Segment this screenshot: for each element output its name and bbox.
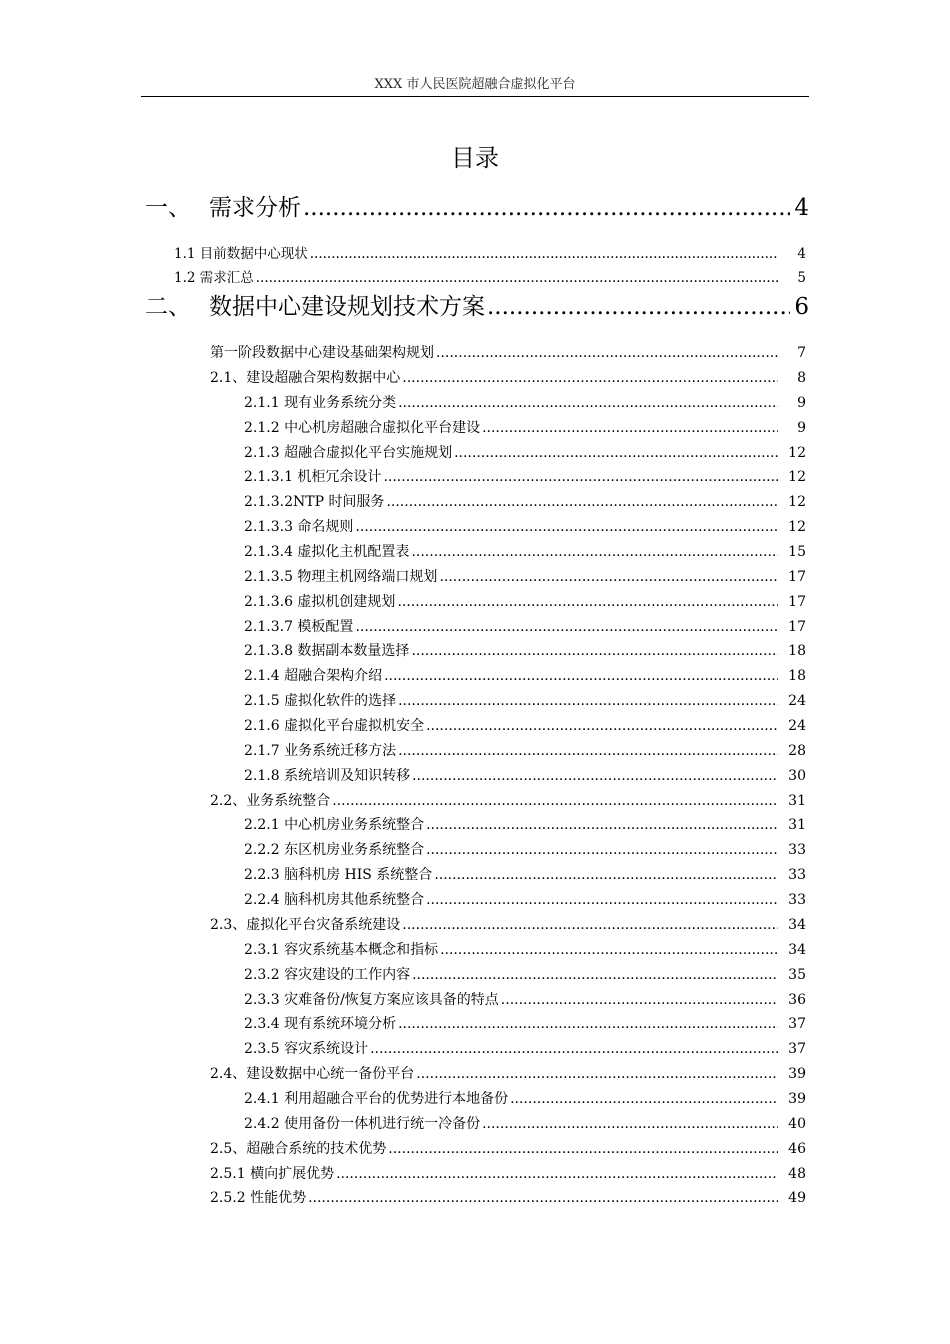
toc-leader-dots bbox=[510, 1089, 778, 1109]
toc-entry[interactable] bbox=[244, 815, 806, 835]
toc-leader-dots bbox=[412, 965, 778, 985]
toc-entry-label: 第一阶段数据中心建设基础架构规划 bbox=[210, 345, 434, 361]
toc-entry-label: 1.2 需求汇总 bbox=[174, 270, 254, 286]
toc-entry-label: 2.3.1 容灾系统基本概念和指标 bbox=[244, 941, 439, 958]
toc-leader-dots bbox=[440, 940, 778, 960]
toc-entry-label bbox=[145, 292, 485, 322]
toc-entry-label: 2.1.3.5 物理主机网络端口规划 bbox=[244, 568, 438, 585]
toc-entry-label: 2.3.4 现有系统环境分析 bbox=[244, 1016, 397, 1033]
toc-entry-label: 2.3.2 容灾建设的工作内容 bbox=[244, 966, 411, 983]
toc-page-number: 33 bbox=[788, 842, 806, 859]
toc-leader-dots bbox=[402, 368, 778, 388]
toc-entry[interactable] bbox=[210, 1164, 806, 1184]
toc-entry-label bbox=[145, 193, 301, 223]
toc-leader-dots bbox=[310, 244, 778, 264]
toc-entry[interactable] bbox=[244, 1014, 806, 1034]
toc-entry[interactable] bbox=[244, 766, 806, 786]
toc-page-number: 34 bbox=[788, 941, 806, 958]
toc-entry-label: 2.2.3 脑科机房 HIS 系统整合 bbox=[244, 867, 433, 884]
toc-entry[interactable] bbox=[244, 865, 806, 885]
toc-entry-label: 2.2.4 脑科机房其他系统整合 bbox=[244, 892, 425, 909]
toc-entry[interactable] bbox=[145, 193, 809, 223]
toc-entry-label: 2.1.1 现有业务系统分类 bbox=[244, 394, 397, 411]
toc-page-number: 31 bbox=[788, 817, 806, 834]
toc-leader-dots bbox=[411, 641, 778, 661]
toc-page-number: 9 bbox=[797, 419, 806, 436]
toc-leader-dots bbox=[303, 193, 790, 223]
toc-page-number: 39 bbox=[788, 1066, 806, 1083]
toc-entry-label: 2.1.3 超融合虚拟化平台实施规划 bbox=[244, 444, 453, 461]
toc-entry[interactable] bbox=[244, 443, 806, 463]
toc-entry[interactable] bbox=[244, 567, 806, 587]
toc-entry[interactable] bbox=[244, 1039, 806, 1059]
toc-entry-label: 2.1、建设超融合架构数据中心 bbox=[210, 370, 401, 386]
toc-page-number: 24 bbox=[788, 718, 806, 735]
toc-entry[interactable] bbox=[174, 244, 806, 264]
toc-page-number: 36 bbox=[788, 991, 806, 1008]
toc-entry-label: 2.1.8 系统培训及知识转移 bbox=[244, 767, 411, 784]
toc-entry[interactable] bbox=[244, 940, 806, 960]
toc-entry[interactable] bbox=[244, 393, 806, 413]
toc-page-number: 8 bbox=[797, 370, 806, 386]
toc-leader-dots bbox=[487, 292, 790, 322]
toc-entry[interactable] bbox=[244, 641, 806, 661]
toc-page-number: 31 bbox=[788, 792, 806, 809]
toc-entry-number: 一、 bbox=[145, 195, 191, 221]
toc-entry-label: 2.4、建设数据中心统一备份平台 bbox=[210, 1066, 415, 1083]
toc-leader-dots bbox=[411, 542, 778, 562]
toc-page-number: 33 bbox=[788, 892, 806, 909]
toc-page-number: 18 bbox=[788, 668, 806, 685]
toc-leader-dots bbox=[384, 666, 778, 686]
toc-page-number: 24 bbox=[788, 693, 806, 710]
toc-page-number: 17 bbox=[788, 593, 806, 610]
toc-leader-dots bbox=[402, 915, 778, 935]
toc-leader-dots bbox=[355, 517, 778, 537]
toc-entry[interactable] bbox=[244, 716, 806, 736]
toc-leader-dots bbox=[501, 990, 778, 1010]
toc-leader-dots bbox=[398, 1014, 778, 1034]
toc-page-number: 15 bbox=[788, 544, 806, 561]
toc-page-number: 33 bbox=[788, 867, 806, 884]
toc-leader-dots bbox=[398, 393, 778, 413]
toc-leader-dots bbox=[454, 443, 778, 463]
toc-page-number: 35 bbox=[788, 966, 806, 983]
toc-entry-label: 2.1.5 虚拟化软件的选择 bbox=[244, 693, 397, 710]
toc-entry[interactable] bbox=[244, 467, 806, 487]
toc-entry-label: 2.1.6 虚拟化平台虚拟机安全 bbox=[244, 718, 425, 735]
toc-leader-dots bbox=[434, 865, 778, 885]
toc-page-number: 12 bbox=[788, 469, 806, 486]
toc-leader-dots bbox=[398, 741, 778, 761]
toc-entry[interactable] bbox=[244, 1114, 806, 1134]
toc-entry-label: 2.5、超融合系统的技术优势 bbox=[210, 1140, 387, 1157]
toc-page-number: 34 bbox=[788, 916, 806, 933]
toc-entry[interactable] bbox=[210, 791, 806, 811]
toc-leader-dots bbox=[426, 890, 778, 910]
toc-leader-dots bbox=[482, 418, 778, 438]
toc-page-number: 6 bbox=[794, 294, 809, 320]
toc-entry-label: 2.5.2 性能优势 bbox=[210, 1190, 307, 1207]
toc-entry-label: 2.1.2 中心机房超融合虚拟化平台建设 bbox=[244, 419, 481, 436]
toc-entry-number: 二、 bbox=[145, 294, 191, 320]
toc-entry-label: 2.1.3.1 机柜冗余设计 bbox=[244, 469, 382, 486]
toc-leader-dots bbox=[436, 343, 778, 363]
toc-entry-label: 2.1.3.3 命名规则 bbox=[244, 519, 354, 536]
toc-entry[interactable] bbox=[244, 542, 806, 562]
toc-leader-dots bbox=[439, 567, 778, 587]
toc-leader-dots bbox=[426, 815, 778, 835]
toc-leader-dots bbox=[426, 840, 778, 860]
toc-page-number: 17 bbox=[788, 618, 806, 635]
toc-page-number: 18 bbox=[788, 643, 806, 660]
toc-entry[interactable] bbox=[210, 915, 806, 935]
toc-page-number: 5 bbox=[797, 270, 806, 286]
toc-page-number: 7 bbox=[797, 345, 806, 361]
toc-leader-dots bbox=[416, 1064, 778, 1084]
toc-leader-dots bbox=[355, 617, 778, 637]
toc-entry[interactable] bbox=[210, 1064, 806, 1084]
toc-entry[interactable] bbox=[210, 343, 806, 363]
toc-leader-dots bbox=[398, 691, 778, 711]
toc-entry[interactable] bbox=[210, 1188, 806, 1208]
toc-entry-label: 2.1.4 超融合架构介绍 bbox=[244, 668, 383, 685]
toc-entry-label: 2.4.2 使用备份一体机进行统一冷备份 bbox=[244, 1115, 481, 1132]
toc-entry[interactable] bbox=[244, 890, 806, 910]
toc-page-number: 40 bbox=[788, 1115, 806, 1132]
toc-page-number: 46 bbox=[788, 1140, 806, 1157]
toc-entry-label: 2.1.3.4 虚拟化主机配置表 bbox=[244, 544, 410, 561]
toc-page-number: 37 bbox=[788, 1016, 806, 1033]
header-title: XXX 市人民医院超融合虚拟化平台 bbox=[374, 77, 576, 92]
toc-leader-dots bbox=[256, 268, 778, 288]
toc-page-number: 9 bbox=[797, 394, 806, 411]
toc-entry-label: 2.3、虚拟化平台灾备系统建设 bbox=[210, 916, 401, 933]
toc-entry-label: 2.4.1 利用超融合平台的优势进行本地备份 bbox=[244, 1090, 509, 1107]
toc-entry-label: 2.2.2 东区机房业务系统整合 bbox=[244, 842, 425, 859]
toc-leader-dots bbox=[482, 1114, 778, 1134]
toc-entry[interactable] bbox=[244, 617, 806, 637]
toc-leader-dots bbox=[370, 1039, 778, 1059]
toc-page-number: 37 bbox=[788, 1041, 806, 1058]
toc-entry-label: 2.2、业务系统整合 bbox=[210, 792, 331, 809]
toc-leader-dots bbox=[383, 467, 778, 487]
toc-entry-label: 2.3.5 容灾系统设计 bbox=[244, 1041, 369, 1058]
toc-entry[interactable] bbox=[244, 418, 806, 438]
toc-leader-dots bbox=[397, 592, 778, 612]
toc-entry-label: 2.3.3 灾难备份/恢复方案应该具备的特点 bbox=[244, 991, 499, 1008]
toc-entry[interactable] bbox=[210, 1139, 806, 1159]
toc-entry[interactable] bbox=[244, 517, 806, 537]
toc-page-number: 4 bbox=[794, 195, 809, 221]
toc-leader-dots bbox=[426, 716, 778, 736]
toc-leader-dots bbox=[412, 766, 778, 786]
toc-entry-label: 2.1.3.2NTP 时间服务 bbox=[244, 494, 385, 511]
toc-page-number: 49 bbox=[788, 1190, 806, 1207]
toc-entry-label: 1.1 目前数据中心现状 bbox=[174, 246, 308, 262]
toc-entry-text: 数据中心建设规划技术方案 bbox=[209, 294, 485, 320]
toc-page-number: 17 bbox=[788, 568, 806, 585]
toc-entry-label: 2.1.3.8 数据副本数量选择 bbox=[244, 643, 410, 660]
toc-page-number: 4 bbox=[797, 246, 806, 262]
toc-page-number: 48 bbox=[788, 1165, 806, 1182]
toc-entry[interactable] bbox=[244, 666, 806, 686]
toc-entry-text: 需求分析 bbox=[209, 195, 301, 221]
toc-entry-label: 2.1.7 业务系统迁移方法 bbox=[244, 742, 397, 759]
toc-leader-dots bbox=[336, 1164, 778, 1184]
toc-page-number: 12 bbox=[788, 494, 806, 511]
toc-entry[interactable] bbox=[244, 965, 806, 985]
toc-entry-label: 2.2.1 中心机房业务系统整合 bbox=[244, 817, 425, 834]
toc-entry[interactable] bbox=[244, 1089, 806, 1109]
toc-leader-dots bbox=[386, 492, 778, 512]
toc-entry[interactable] bbox=[244, 990, 806, 1010]
toc-entry[interactable] bbox=[145, 292, 809, 322]
toc-page-number: 12 bbox=[788, 519, 806, 536]
toc-entry-label: 2.5.1 横向扩展优势 bbox=[210, 1165, 335, 1182]
toc-entry[interactable] bbox=[244, 691, 806, 711]
toc-leader-dots bbox=[332, 791, 778, 811]
toc-leader-dots bbox=[388, 1139, 778, 1159]
toc-entry[interactable] bbox=[244, 741, 806, 761]
toc-page-number: 12 bbox=[788, 444, 806, 461]
toc-page-number: 30 bbox=[788, 767, 806, 784]
toc-entry[interactable] bbox=[174, 268, 806, 288]
toc-entry[interactable] bbox=[210, 368, 806, 388]
toc-entry-label: 2.1.3.7 模板配置 bbox=[244, 618, 354, 635]
toc-title: 目录 bbox=[451, 144, 499, 172]
toc-leader-dots bbox=[308, 1188, 778, 1208]
toc-entry-label: 2.1.3.6 虚拟机创建规划 bbox=[244, 593, 396, 610]
toc-entry[interactable] bbox=[244, 592, 806, 612]
toc-entry[interactable] bbox=[244, 492, 806, 512]
toc-page-number: 39 bbox=[788, 1090, 806, 1107]
toc-entry[interactable] bbox=[244, 840, 806, 860]
toc-page-number: 28 bbox=[788, 742, 806, 759]
